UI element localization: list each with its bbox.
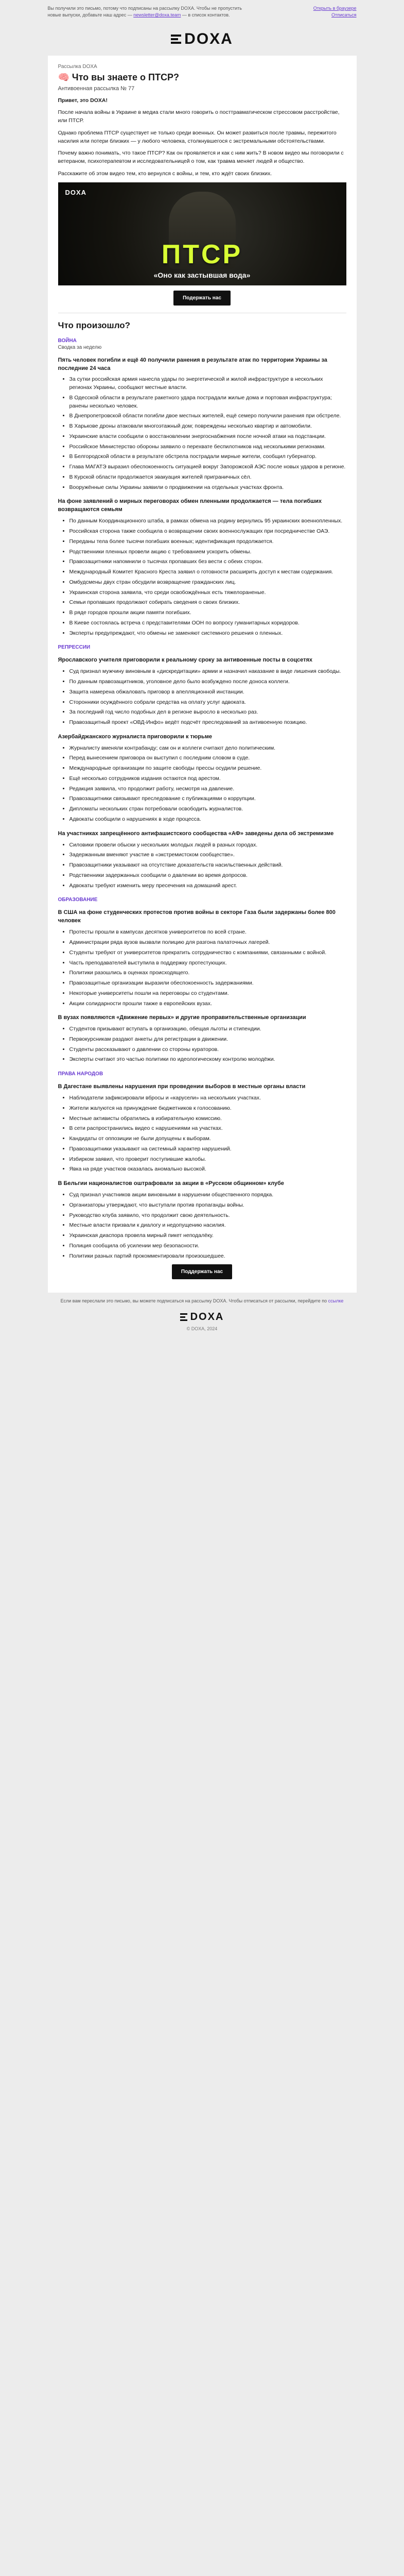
doxa-logo-footer[interactable]	[180, 1311, 224, 1323]
story-4-list	[58, 744, 346, 824]
list-item: • Журналисту вменяли контрабанду; сам он и коллеги считают дело политическим.	[69, 744, 346, 753]
list-item: • Местные активисты обратились в избирательную комиссию.	[69, 1115, 346, 1123]
list-item: • Суд признал мужчину виновным в «дискредитации» армии и назначил наказание в виде лишения свободы.	[69, 668, 346, 676]
story-1-list	[58, 376, 346, 492]
list-item: • Российское Министерство обороны заявило о перехвате беспилотников над несколькими регионами.	[69, 443, 346, 451]
list-item: • За последний год число подобных дел в регионе выросло в несколько раз.	[69, 708, 346, 717]
greeting: Привет, это DOXA!	[58, 97, 108, 104]
list-item: • В Одесской области в результате ракетного удара пострадали жилые дома и портовая инфраструктура; ранены несколько человек.	[69, 394, 346, 411]
list-item: • Студенты требуют от университетов прекратить сотрудничество с компаниями, связанными с войной.	[69, 949, 346, 957]
list-item: • Организаторы утверждают, что выступали против пропаганды войны.	[69, 1201, 346, 1210]
list-item: • В Белгородской области в результате обстрела пострадали мирные жители, сообщил губернатор.	[69, 453, 346, 461]
list-item: • В ряде городов прошли акции памяти погибших.	[69, 609, 346, 617]
section-label-repressions: РЕПРЕССИИ	[58, 645, 91, 651]
list-item: • Глава МАГАТЭ выразил обеспокоенность ситуацией вокруг Запорожской АЭС после новых ударов в регионе.	[69, 463, 346, 471]
list-item: • Правозащитники напомнили о тысячах пропавших без вести с обеих сторон.	[69, 558, 346, 566]
list-item: • Правозащитники связывают преследование с публикациями о коррупции.	[69, 795, 346, 803]
preheader-email-link[interactable]: newsletter@doxa.team	[133, 12, 181, 18]
list-item: • Ещё несколько сотрудников издания остаются под арестом.	[69, 775, 346, 783]
list-item: • Международный Комитет Красного Креста заявил о готовности расширить доступ к местам содержания.	[69, 568, 346, 577]
intro-paragraph-1: После начала войны в Украине в медиа стали много говорить о посттравматическом стрессовом расстройстве, или ПТСР.	[58, 109, 340, 124]
story-3-title: Ярославского учителя приговорили к реальному сроку за антивоенные посты в соцсетях	[58, 657, 313, 664]
hero-brand: DOXA	[65, 188, 87, 196]
list-item: • Наблюдатели зафиксировали вбросы и «карусели» на нескольких участках.	[69, 1094, 346, 1103]
list-item: • Первокурсникам раздают анкеты для регистрации в движении.	[69, 1036, 346, 1044]
list-item: • Дипломаты нескольких стран потребовали освободить журналистов.	[69, 805, 346, 814]
story-9-title: В Бельгии националистов оштрафовали за акции в «Русском общинном» клубе	[58, 1180, 284, 1187]
list-item: • За сутки российская армия нанесла удары по энергетической и жилой инфраструктуре в нескольких регионах Украины, сообщают местные власти.	[69, 376, 346, 392]
list-item: • Протесты прошли в кампусах десятков университетов по всей стране.	[69, 928, 346, 937]
list-item: • Адвокаты сообщили о нарушениях в ходе процесса.	[69, 816, 346, 824]
logo-mark-icon	[171, 35, 181, 44]
story-6-title: В США на фоне студенческих протестов против войны в секторе Газа были задержаны более 800 человек	[58, 909, 336, 924]
list-item: • Редакция заявила, что продолжит работу, несмотря на давление.	[69, 785, 346, 793]
unsubscribe-link[interactable]: Отписаться	[331, 12, 357, 18]
list-item: • Правозащитники указывают на системный характер нарушений.	[69, 1145, 346, 1154]
list-item: • Задержанным вменяют участие в «экстремистском сообществе».	[69, 851, 346, 859]
list-item: • Администрации ряда вузов вызвали полицию для разгона палаточных лагерей.	[69, 939, 346, 947]
list-item: • Родственники задержанных сообщили о давлении во время допросов.	[69, 872, 346, 880]
section-sub-war: Сводка за неделю	[58, 344, 102, 350]
list-item: • Местные власти призвали к диалогу и недопущению насилия.	[69, 1222, 346, 1230]
story-6-list	[58, 928, 346, 1008]
support-button-bottom[interactable]: Поддержать нас	[172, 1264, 232, 1279]
list-item: • Переданы тела более тысячи погибших военных; идентификация продолжается.	[69, 538, 346, 546]
footer-copyright: © DOXA, 2024	[186, 1326, 218, 1331]
list-item: • Избирком заявил, что проверит поступившие жалобы.	[69, 1156, 346, 1164]
list-item: • Жители жалуются на принуждение бюджетников к голосованию.	[69, 1105, 346, 1113]
list-item: • Перед вынесением приговора он выступил с последним словом в суде.	[69, 754, 346, 762]
list-item: • По данным Координационного штаба, в рамках обмена на родину вернулись 95 украинских военнопленных.	[69, 517, 346, 526]
story-9-list	[58, 1191, 346, 1260]
list-item: • По данным правозащитников, уголовное дело было возбуждено после доноса коллеги.	[69, 678, 346, 686]
story-3-list	[58, 668, 346, 727]
hero-video-banner[interactable]	[58, 182, 346, 285]
intro-paragraph-3: Почему важно понимать, что такое ПТСР? Как он проявляется и как с ним жить? В новом видео мы поговорили с ветераном, психотерапевтом и исследовательницей о том, как травма меняет людей и общество.	[58, 150, 344, 165]
list-item: • Акции солидарности прошли также в европейских вузах.	[69, 1000, 346, 1008]
section-label-rights: ПРАВА НАРОДОВ	[58, 1071, 103, 1077]
list-item: • Сторонники осуждённого собрали средства на оплату услуг адвоката.	[69, 699, 346, 707]
story-4-title: Азербайджанского журналиста приговорили к тюрьме	[58, 733, 213, 740]
story-8-title: В Дагестане выявлены нарушения при проведении выборов в местные органы власти	[58, 1083, 306, 1090]
list-item: • Суд признал участников акции виновными в нарушении общественного порядка.	[69, 1191, 346, 1199]
list-item: • В сети распространились видео с нарушениями на участках.	[69, 1125, 346, 1133]
brain-icon: 🧠	[58, 72, 72, 83]
list-item: • Родственники пленных провели акцию с требованием ускорить обмены.	[69, 548, 346, 556]
logo-text: DOXA	[184, 30, 233, 48]
list-item: • Семьи пропавших продолжают собирать сведения о своих близких.	[69, 599, 346, 607]
support-button-top[interactable]: Подержать нас	[173, 291, 231, 306]
intro-paragraph-2: Однако проблема ПТСР существует не только среди военных. Он может развиться после травмы, пережитого насилия или потери близких — у любого человека, столкнувшегося с экстремальными обстоятельствами.	[58, 129, 337, 144]
section-label-war: ВОЙНА	[58, 337, 77, 344]
list-item: • Правозащитный проект «ОВД-Инфо» ведёт подсчёт преследований за антивоенную позицию.	[69, 719, 346, 727]
list-item: • Студентов призывают вступать в организацию, обещая льготы и стипендии.	[69, 1025, 346, 1033]
list-item: • Студенты рассказывают о давлении со стороны кураторов.	[69, 1046, 346, 1054]
preheader	[48, 0, 357, 23]
preheader-links	[313, 5, 357, 19]
preheader-text: Вы получили это письмо, потому что подписаны на рассылку DOXA. Чтобы не пропустить новые выпуски, добавьте наш адрес — newsletter@doxa.team — в список контактов.	[47, 6, 242, 18]
list-item: • В Харькове дроны атаковали многоэтажный дом; повреждены несколько квартир и автомобили.	[69, 422, 346, 431]
list-item: • Эксперты считают это частью политики по идеологическому контролю молодёжи.	[69, 1056, 346, 1064]
list-item: • Международные организации по защите свободы прессы осудили решение.	[69, 765, 346, 773]
footer-unsubscribe-link[interactable]: ссылке	[328, 1298, 344, 1304]
footer-logo	[0, 1308, 404, 1326]
hero-quote: «Оно как застывшая вода»	[153, 270, 251, 279]
list-item: • Украинские власти сообщили о восстановлении энергоснабжения после ночной атаки на подстанции.	[69, 433, 346, 441]
logo-mark-icon	[180, 1313, 187, 1321]
story-5-list	[58, 841, 346, 890]
issue-subtitle: Антивоенная рассылка № 77	[58, 85, 135, 92]
list-item: • Эксперты предупреждают, что обмены не заменяют системного решения о пленных.	[69, 630, 346, 638]
section-label-education: ОБРАЗОВАНИЕ	[58, 897, 98, 903]
issue-kicker: Рассылка DOXA	[58, 64, 97, 70]
footer-logo-text: DOXA	[190, 1311, 224, 1323]
list-item: • Политики разошлись в оценках происходящего.	[69, 969, 346, 977]
list-item: • Вооружённые силы Украины заявили о продвижении на отдельных участках фронта.	[69, 484, 346, 492]
whats-new-title: Что произошло?	[58, 320, 131, 330]
list-item: • Украинская диаспора провела мирный пикет неподалёку.	[69, 1232, 346, 1240]
header-logo-bar	[48, 23, 357, 56]
story-7-list	[58, 1025, 346, 1064]
list-item: • В Киеве состоялась встреча с представителями ООН по вопросу гуманитарных коридоров.	[69, 619, 346, 628]
intro-paragraph-4: Расскажите об этом видео тем, кто вернулся с войны, и тем, кто ждёт своих близких.	[58, 170, 272, 177]
list-item: • Полиция сообщила об усилении мер безопасности.	[69, 1242, 346, 1250]
list-item: • Российская сторона также сообщила о возвращении своих военнослужащих при посредничестве ОАЭ.	[69, 528, 346, 536]
list-item: • Силовики провели обыски у нескольких молодых людей в разных городах.	[69, 841, 346, 850]
list-item: • Украинская сторона заявила, что среди освобождённых есть тяжелораненые.	[69, 589, 346, 597]
list-item: • Защита намерена обжаловать приговор в апелляционной инстанции.	[69, 688, 346, 697]
list-item: • Правозащитники указывают на отсутствие доказательств насильственных действий.	[69, 861, 346, 870]
list-item: • Явка на ряде участков оказалась аномально высокой.	[69, 1165, 346, 1174]
issue-title: 🧠 Что вы знаете о ПТСР?	[58, 72, 179, 83]
story-2-title: На фоне заявлений о мирных переговорах обмен пленными продолжается — тела погибших возвращаются семьям	[58, 498, 322, 513]
hero-title: ПТСР	[161, 239, 243, 269]
list-item: • Некоторые университеты пошли на переговоры со студентами.	[69, 990, 346, 998]
story-2-list	[58, 517, 346, 637]
list-item: • Кандидаты от оппозиции не были допущены к выборам.	[69, 1135, 346, 1143]
list-item: • Политики разных партий прокомментировали произошедшее.	[69, 1252, 346, 1261]
story-7-title: В вузах появляются «Движение первых» и другие проправительственные организации	[58, 1014, 306, 1021]
doxa-logo[interactable]	[171, 30, 233, 48]
list-item: • Правозащитные организации выразили обеспокоенность задержаниями.	[69, 979, 346, 988]
list-item: • Руководство клуба заявило, что продолжит свою деятельность.	[69, 1212, 346, 1220]
newsletter-card	[48, 56, 357, 1293]
footer-note: Если вам переслали это письмо, вы можете подписаться на рассылку DOXA. Чтобы отписаться от рассылки, перейдите по ссылке	[60, 1298, 344, 1304]
list-item: • Омбудсмены двух стран обсудили возвращение гражданских лиц.	[69, 579, 346, 587]
list-item: • Адвокаты требуют изменить меру пресечения на домашний арест.	[69, 882, 346, 890]
story-8-list	[58, 1094, 346, 1174]
story-1-title: Пять человек погибли и ещё 40 получили ранения в результате атак по территории Украины за последние 24 часа	[58, 357, 327, 371]
list-item: • В Курской области продолжается эвакуация жителей приграничных сёл.	[69, 473, 346, 482]
story-5-title: На участниках запрещённого антифашистского сообщества «АФ» заведены дела об экстремизме	[58, 830, 334, 837]
list-item: • Часть преподавателей выступила в поддержку протестующих.	[69, 959, 346, 968]
list-item: • В Днепропетровской области погибли двое местных жителей, ещё семеро получили ранения при обстреле.	[69, 412, 346, 420]
open-in-browser-link[interactable]: Открыть в браузере	[313, 6, 357, 11]
